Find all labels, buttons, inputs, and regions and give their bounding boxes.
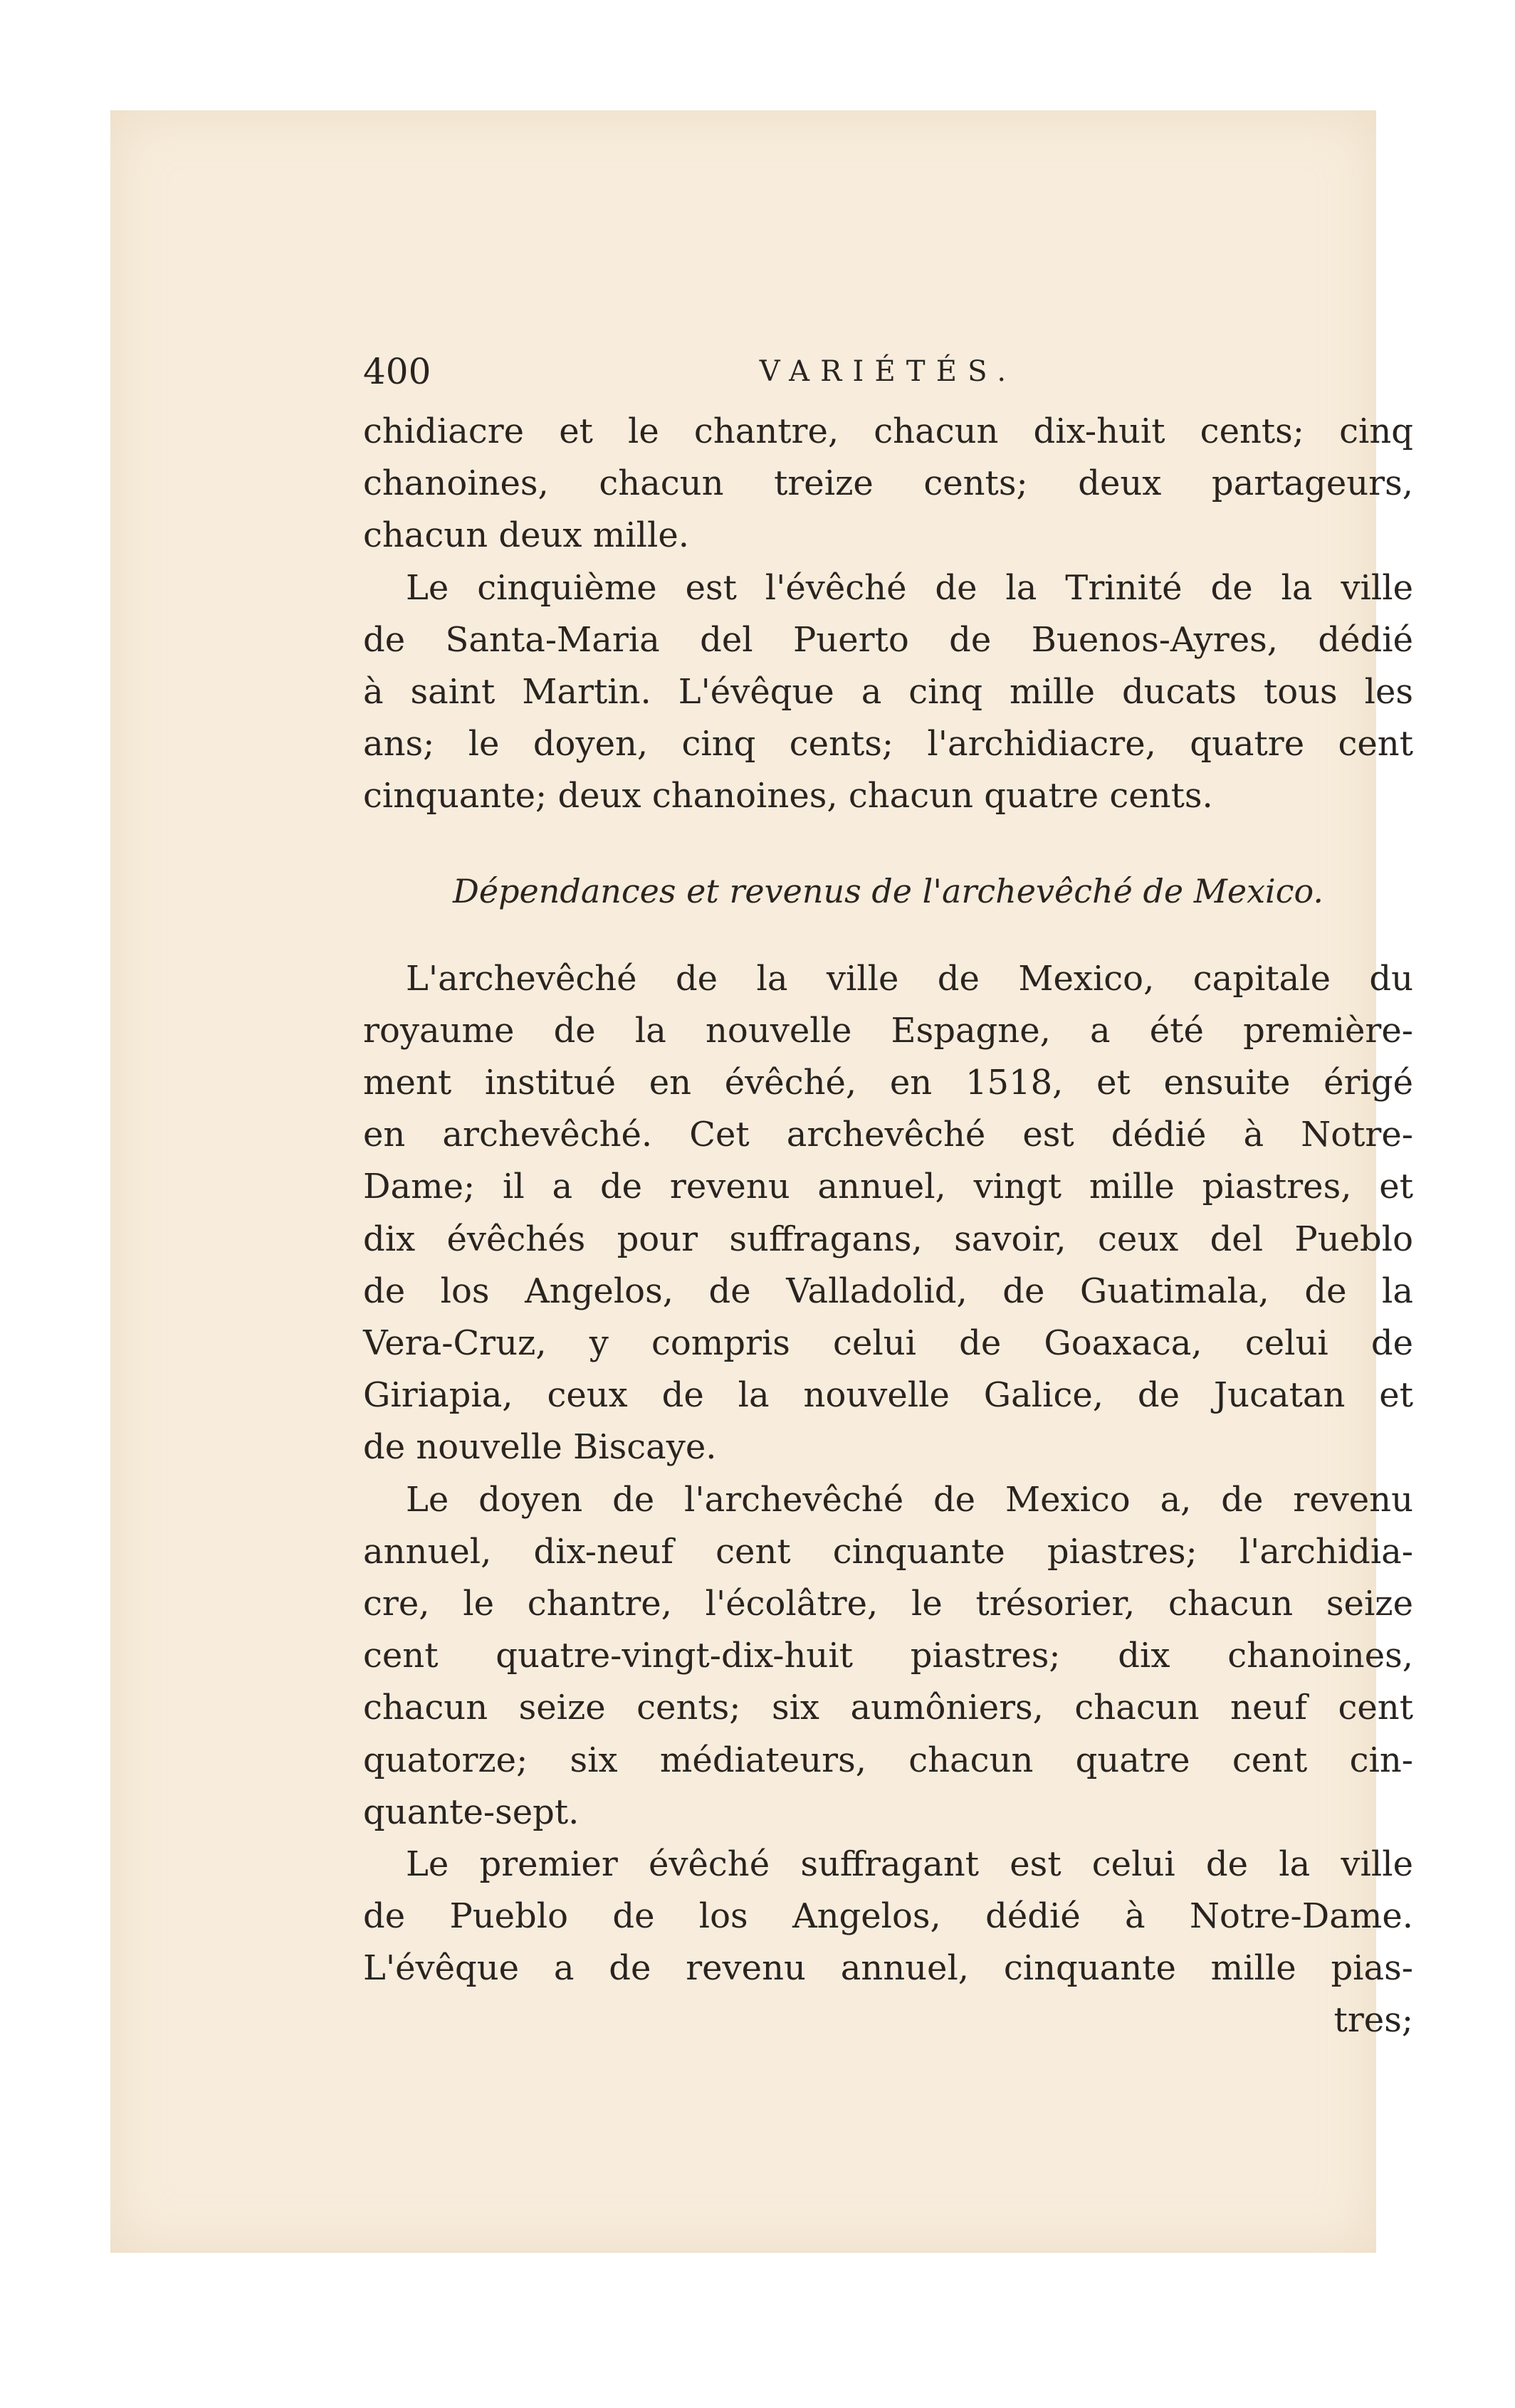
text-line: de Santa-Maria del Puerto de Buenos-Ayres, dédié (363, 619, 1413, 660)
section-heading: Dépendances et revenus de l'archevêché de Mexico. (453, 871, 1323, 910)
text-line: dix évêchés pour suffragans, savoir, ceux del Pueblo (363, 1219, 1413, 1259)
text-line: ment institué en évêché, en 1518, et ensuite érigé (363, 1063, 1413, 1103)
text-line: Le cinquième est l'évêché de la Trinité de la ville (406, 567, 1413, 608)
text-line: de Pueblo de los Angelos, dédié à Notre-Dame. (363, 1896, 1413, 1937)
catchword: tres; (1333, 2000, 1413, 2041)
text-line: de nouvelle Biscaye. (363, 1427, 717, 1468)
text-line: Le premier évêché suffragant est celui de la ville (406, 1844, 1413, 1884)
text-line: quatorze; six médiateurs, chacun quatre cent cin- (363, 1740, 1413, 1780)
text-line: chanoines, chacun treize cents; deux partageurs, (363, 463, 1413, 504)
paragraph-continuation (363, 406, 1413, 562)
text-line: à saint Martin. L'évêque a cinq mille ducats tous les (363, 671, 1413, 712)
text-line: cent quatre-vingt-dix-huit piastres; dix chanoines, (363, 1636, 1413, 1676)
text-line: royaume de la nouvelle Espagne, a été première- (363, 1010, 1413, 1051)
paragraph-archeveche-mexico (363, 953, 1413, 1474)
text-line: en archevêché. Cet archevêché est dédié à Notre- (363, 1115, 1413, 1155)
text-line: cre, le chantre, l'écolâtre, le trésorier, chacun seize (363, 1583, 1413, 1624)
text-line: L'archevêché de la ville de Mexico, capitale du (406, 958, 1413, 999)
text-line: Vera-Cruz, y compris celui de Goaxaca, celui de (363, 1323, 1413, 1363)
text-line: chidiacre et le chantre, chacun dix-huit cents; cinq (363, 411, 1413, 451)
page-number: 400 (363, 351, 431, 392)
paragraph-doyen-mexico (363, 1474, 1413, 1839)
running-title: VARIÉTÉS. (759, 355, 1017, 388)
text-line: chacun seize cents; six aumôniers, chacun neuf cent (363, 1688, 1413, 1728)
text-line: ans; le doyen, cinq cents; l'archidiacre, quatre cent (363, 724, 1413, 764)
text-line: chacun deux mille. (363, 515, 689, 556)
text-line: annuel, dix-neuf cent cinquante piastres; l'archidia- (363, 1531, 1413, 1572)
book-page (110, 110, 1413, 2253)
paragraph-buenos-ayres (363, 562, 1413, 823)
text-line: L'évêque a de revenu annuel, cinquante mille pias- (363, 1948, 1413, 1989)
text-line: de los Angelos, de Valladolid, de Guatimala, de la (363, 1271, 1413, 1311)
text-line: cinquante; deux chanoines, chacun quatre cents. (363, 776, 1213, 816)
text-block (363, 345, 1413, 2047)
text-line: Le doyen de l'archevêché de Mexico a, de revenu (406, 1479, 1413, 1520)
text-line: quante-sept. (363, 1792, 580, 1832)
page-header (363, 345, 1413, 399)
paragraph-premier-suffragant (363, 1839, 1413, 1995)
text-line: Giriapia, ceux de la nouvelle Galice, de Jucatan et (363, 1375, 1413, 1416)
text-line: Dame; il a de revenu annuel, vingt mille piastres, et (363, 1167, 1413, 1207)
